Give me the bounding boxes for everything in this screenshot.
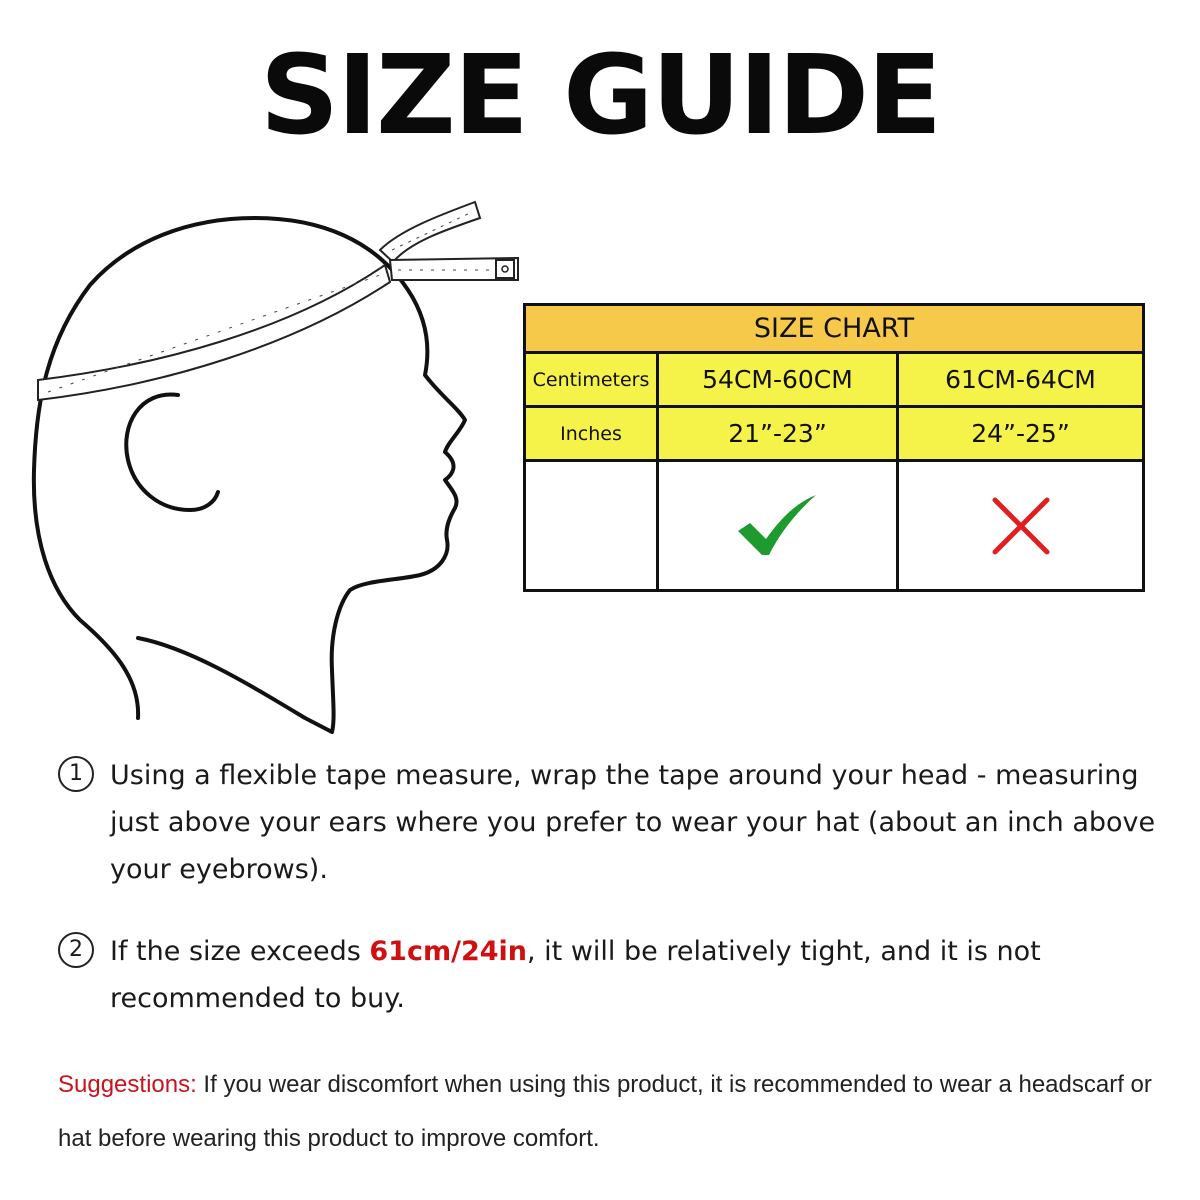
instruction-step-1 <box>58 752 1158 893</box>
row-label-inches: Inches <box>526 408 659 459</box>
page-title: SIZE GUIDE <box>259 31 941 159</box>
empty-cell <box>526 462 659 589</box>
instruction-step-2 <box>58 928 1158 1022</box>
tape-end-upper <box>380 202 480 262</box>
row-label-centimeters: Centimeters <box>526 354 659 405</box>
cell-tight-status <box>899 462 1142 589</box>
suggestion-text: If you wear discomfort when using this product, it is recommended to wear a headscarf or hat before wearing this product to improve comfort. <box>58 1071 1152 1152</box>
suggestion-label: Suggestions: <box>58 1071 197 1098</box>
cell-fit-status <box>659 462 899 589</box>
ear-outline <box>126 395 218 510</box>
cell-in-fit: 21”-23” <box>659 408 899 459</box>
step-2-text-before: If the size exceeds <box>110 936 370 967</box>
step-1-text: Using a flexible tape measure, wrap the tape around your head - measuring just above your ears where you prefer to wear your hat (about an inch above your eyebrows). <box>110 760 1156 885</box>
head-measuring-illustration <box>20 180 540 740</box>
size-chart-title: SIZE CHART <box>526 306 1142 354</box>
step-2-text-after: , it will be relatively tight, and it is not recommended to buy. <box>110 936 1041 1014</box>
checkmark-icon <box>736 493 820 559</box>
table-row-fit-status <box>526 462 1142 589</box>
table-row-centimeters <box>526 354 1142 408</box>
head-outline <box>34 218 465 732</box>
size-chart-table <box>523 303 1145 592</box>
size-limit-highlight: 61cm/24in <box>369 936 527 967</box>
cell-in-tight: 24”-25” <box>899 408 1142 459</box>
suggestion-note <box>58 1058 1158 1166</box>
step-2-text <box>110 928 1158 1022</box>
step-number-2: 2 <box>58 932 94 968</box>
cell-cm-fit: 54CM-60CM <box>659 354 899 405</box>
cell-cm-tight: 61CM-64CM <box>899 354 1142 405</box>
cross-icon <box>991 496 1051 556</box>
step-number-1: 1 <box>58 756 94 792</box>
table-row-inches <box>526 408 1142 462</box>
